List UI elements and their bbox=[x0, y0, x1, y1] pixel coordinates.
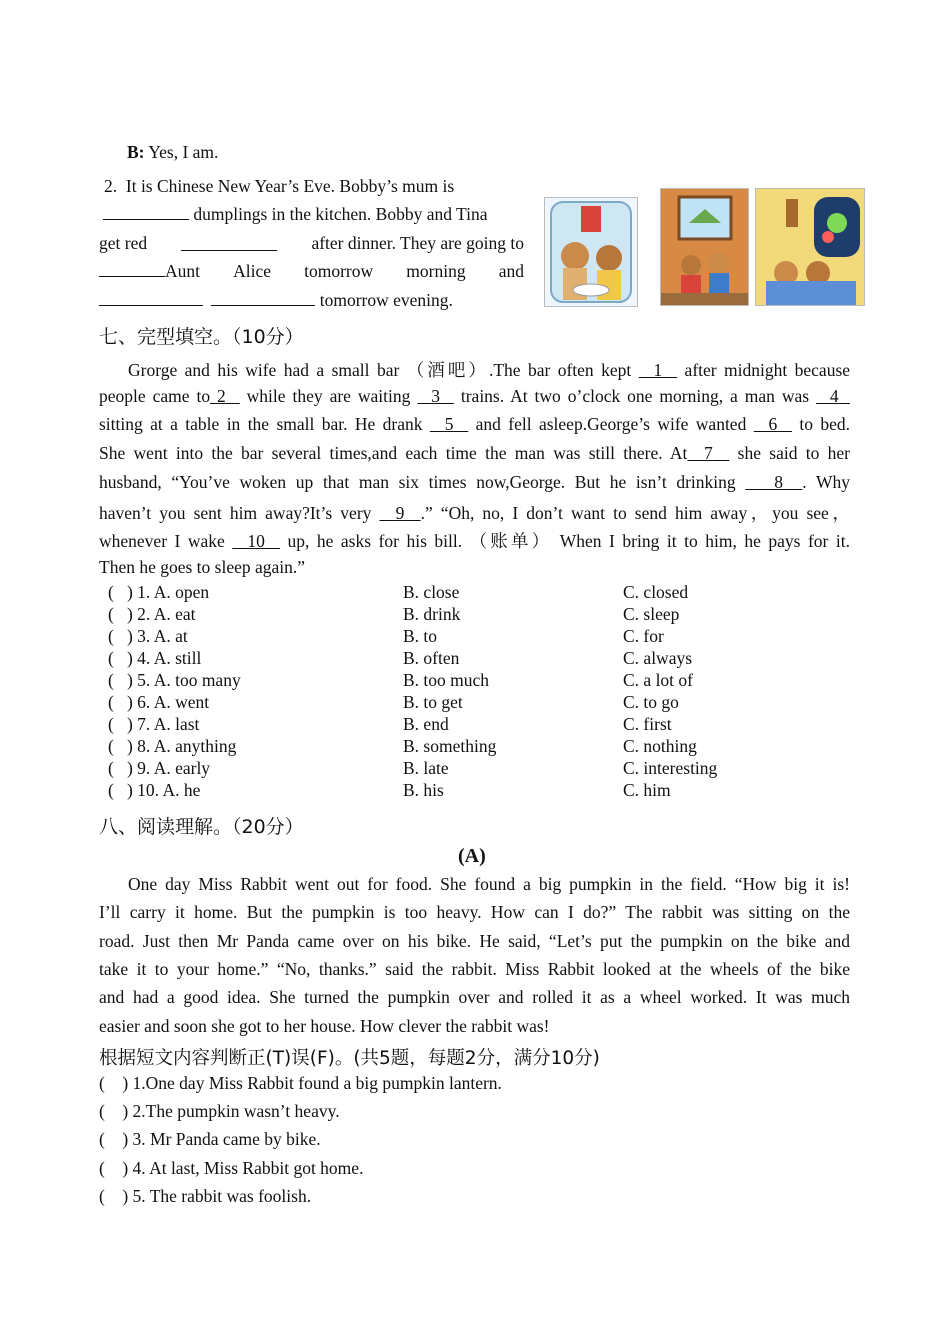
blank[interactable] bbox=[211, 290, 315, 306]
cloze-text: When I bring it to him, he pays for it. bbox=[552, 531, 851, 551]
cloze-blank-5[interactable]: 5 bbox=[444, 414, 454, 434]
section8-heading: 八、阅读理解。（20分） bbox=[99, 816, 304, 838]
passage-line: and had a good idea. She turned the pumpkin over and rolled it as a wheel worked. It was much bbox=[99, 987, 850, 1007]
q2-number: 2. bbox=[104, 176, 118, 196]
option-c: C. him bbox=[623, 780, 671, 800]
option-row: ( ) 1. A. open bbox=[108, 582, 210, 602]
cloze-text: whenever I wake bbox=[99, 531, 233, 551]
cloze-line-4 bbox=[99, 443, 850, 464]
cloze-line-1 bbox=[99, 357, 850, 382]
passage-line: take it to your home.” “No, thanks.” said the rabbit. Miss Rabbit looked at the wheels of the bike bbox=[99, 959, 850, 979]
passage-line: road. Just then Mr Panda came over on his bike. He said, “Let’s put the pumpkin on the bike and bbox=[99, 931, 850, 951]
q2-line-4 bbox=[99, 261, 524, 282]
cloze-text: she said to her bbox=[729, 443, 851, 463]
tf-statement: ( ) 5. The rabbit was foolish. bbox=[99, 1186, 312, 1206]
tf-statement: ( ) 4. At last, Miss Rabbit got home. bbox=[99, 1158, 364, 1178]
option-c: C. nothing bbox=[623, 736, 697, 756]
option-row: ( ) 4. A. still bbox=[108, 648, 202, 668]
cloze-text: .” “Oh, no, I don’t want to send him away，you see， bbox=[420, 503, 850, 523]
tf-statement: ( ) 2.The pumpkin wasn’t heavy. bbox=[99, 1101, 340, 1121]
option-b: B. drink bbox=[403, 604, 461, 624]
option-b: B. late bbox=[403, 758, 449, 778]
answer-paren[interactable]: ( bbox=[108, 692, 127, 712]
option-c: C. for bbox=[623, 626, 664, 646]
answer-paren[interactable]: ( bbox=[108, 736, 127, 756]
option-row: ( ) 2. A. eat bbox=[108, 604, 196, 624]
q2-text-3a: get red bbox=[99, 233, 148, 253]
tf-statement: ( ) 1.One day Miss Rabbit found a big pumpkin lantern. bbox=[99, 1073, 502, 1093]
cloze-text: husband, “You’ve woken up that man six times now,George. But he isn’t drinking bbox=[99, 472, 746, 492]
cloze-blank-10[interactable]: 10 bbox=[247, 531, 265, 551]
option-b: B. something bbox=[403, 736, 497, 756]
option-row: ( ) 5. A. too many bbox=[108, 670, 241, 690]
illustration-room bbox=[660, 188, 749, 306]
cloze-text: sitting at a table in the small bar. He drank bbox=[99, 414, 430, 434]
option-c: C. first bbox=[623, 714, 672, 734]
cloze-blank-9[interactable]: 9 bbox=[395, 503, 405, 523]
option-b: B. his bbox=[403, 780, 444, 800]
bears-red-packets-illustration bbox=[661, 189, 748, 305]
option-row: ( ) 3. A. at bbox=[108, 626, 188, 646]
cloze-text: . Why bbox=[802, 472, 851, 492]
answer-paren[interactable]: ( bbox=[108, 758, 127, 778]
option-c: C. always bbox=[623, 648, 693, 668]
dialogue-text: Yes, I am. bbox=[148, 142, 219, 162]
answer-paren[interactable]: ( bbox=[108, 626, 127, 646]
q2-text-2: dumplings in the kitchen. Bobby and Tina bbox=[193, 204, 488, 224]
answer-paren[interactable]: ( bbox=[99, 1158, 123, 1178]
cloze-text: haven’t you sent him away?It’s very bbox=[99, 503, 380, 523]
cloze-blank-6[interactable]: 6 bbox=[768, 414, 778, 434]
passage-line: One day Miss Rabbit went out for food. She found a big pumpkin in the field. “How big it is! bbox=[128, 874, 850, 894]
cloze-blank-1[interactable]: 1 bbox=[653, 360, 663, 380]
cloze-text: .The bar often kept bbox=[488, 360, 639, 380]
cloze-line-5 bbox=[99, 472, 850, 493]
answer-paren[interactable]: ( bbox=[108, 714, 127, 734]
cloze-line-3 bbox=[99, 414, 850, 435]
q2-line-5 bbox=[99, 290, 453, 311]
cloze-blank-7[interactable]: 7 bbox=[704, 443, 713, 463]
passage-title: (A) bbox=[458, 845, 486, 867]
option-row: ( ) 10. A. he bbox=[108, 780, 201, 800]
cloze-text: while they are waiting bbox=[239, 386, 418, 406]
passage-line: I’ll carry it home. But the pumpkin is too heavy. How can I do?” The rabbit was sitting on the bbox=[99, 902, 850, 922]
option-c: C. sleep bbox=[623, 604, 680, 624]
answer-paren[interactable]: ( bbox=[99, 1073, 123, 1093]
q2-line-3 bbox=[99, 233, 524, 254]
blank[interactable] bbox=[103, 204, 189, 220]
cloze-text: up, he asks for his bill. bbox=[279, 531, 470, 551]
section7-heading: 七、完型填空。（10分） bbox=[99, 326, 304, 348]
cloze-text: people came to bbox=[99, 386, 211, 406]
option-b: B. to bbox=[403, 626, 438, 646]
option-row: ( ) 6. A. went bbox=[108, 692, 210, 712]
q2-word: tomorrow bbox=[304, 261, 374, 281]
answer-paren[interactable]: ( bbox=[108, 648, 127, 668]
q2-text-1: It is Chinese New Year’s Eve. Bobby’s mum is bbox=[125, 176, 455, 196]
q2-text-3b: after dinner. They are going to bbox=[311, 233, 524, 253]
cloze-text: and fell asleep.George’s wife wanted bbox=[468, 414, 754, 434]
q2-word: Aunt bbox=[165, 261, 200, 281]
bears-fireworks-illustration bbox=[756, 189, 864, 305]
option-c: C. to go bbox=[623, 692, 679, 712]
q2-word: and bbox=[498, 261, 524, 281]
cloze-text: （账单） bbox=[469, 532, 553, 552]
dialogue-line bbox=[127, 142, 218, 163]
q2-text-5: tomorrow evening. bbox=[319, 290, 453, 310]
option-row: ( ) 8. A. anything bbox=[108, 736, 237, 756]
bears-cooking-illustration bbox=[545, 198, 637, 306]
cloze-text: trains. At two o’clock one morning, a man was bbox=[453, 386, 817, 406]
cloze-line-2 bbox=[99, 386, 850, 407]
cloze-line-7 bbox=[99, 528, 850, 553]
cloze-line-8: Then he goes to sleep again.” bbox=[99, 557, 306, 577]
option-c: C. a lot of bbox=[623, 670, 693, 690]
answer-paren[interactable]: ( bbox=[99, 1129, 123, 1149]
speaker-label: B: bbox=[127, 142, 145, 162]
illustration-fireworks bbox=[755, 188, 865, 306]
q2-line-2 bbox=[103, 204, 487, 225]
tf-statement: ( ) 3. Mr Panda came by bike. bbox=[99, 1129, 321, 1149]
illustration-kitchen bbox=[544, 197, 638, 307]
blank[interactable] bbox=[181, 235, 277, 251]
cloze-blank-4[interactable]: 4 bbox=[829, 386, 839, 406]
answer-paren[interactable]: ( bbox=[108, 604, 127, 624]
tf-instruction: 根据短文内容判断正(T)误(F)。(共5题，每题2分，满分10分) bbox=[99, 1048, 600, 1069]
option-row: ( ) 9. A. early bbox=[108, 758, 211, 778]
answer-paren[interactable]: ( bbox=[108, 670, 127, 690]
q2-word: morning bbox=[406, 261, 466, 281]
blank[interactable] bbox=[99, 290, 203, 306]
option-b: B. close bbox=[403, 582, 460, 602]
cloze-line-6 bbox=[99, 500, 850, 525]
cloze-text: （酒吧） bbox=[406, 361, 489, 381]
cloze-blank-8[interactable]: 8 bbox=[774, 472, 783, 492]
q2-line-1 bbox=[104, 176, 454, 197]
option-c: C. interesting bbox=[623, 758, 718, 778]
cloze-text: after midnight because bbox=[677, 360, 851, 380]
cloze-text: She went into the bar several times,and each time the man was still there. At bbox=[99, 443, 688, 463]
option-row: ( ) 7. A. last bbox=[108, 714, 200, 734]
option-b: B. too much bbox=[403, 670, 490, 690]
blank[interactable] bbox=[99, 261, 165, 277]
answer-paren[interactable]: ( bbox=[99, 1186, 123, 1206]
answer-paren[interactable]: ( bbox=[108, 780, 127, 800]
cloze-text: Grorge and his wife had a small bar bbox=[128, 360, 407, 380]
cloze-blank-2[interactable]: 2 bbox=[217, 386, 226, 406]
option-b: B. end bbox=[403, 714, 449, 734]
option-b: B. often bbox=[403, 648, 460, 668]
option-b: B. to get bbox=[403, 692, 463, 712]
option-c: C. closed bbox=[623, 582, 689, 602]
q2-word: Alice bbox=[233, 261, 272, 281]
cloze-text: to bed. bbox=[792, 414, 851, 434]
passage-line: easier and soon she got to her house. How clever the rabbit was! bbox=[99, 1016, 550, 1036]
cloze-blank-3[interactable]: 3 bbox=[431, 386, 440, 406]
answer-paren[interactable]: ( bbox=[108, 582, 127, 602]
answer-paren[interactable]: ( bbox=[99, 1101, 123, 1121]
